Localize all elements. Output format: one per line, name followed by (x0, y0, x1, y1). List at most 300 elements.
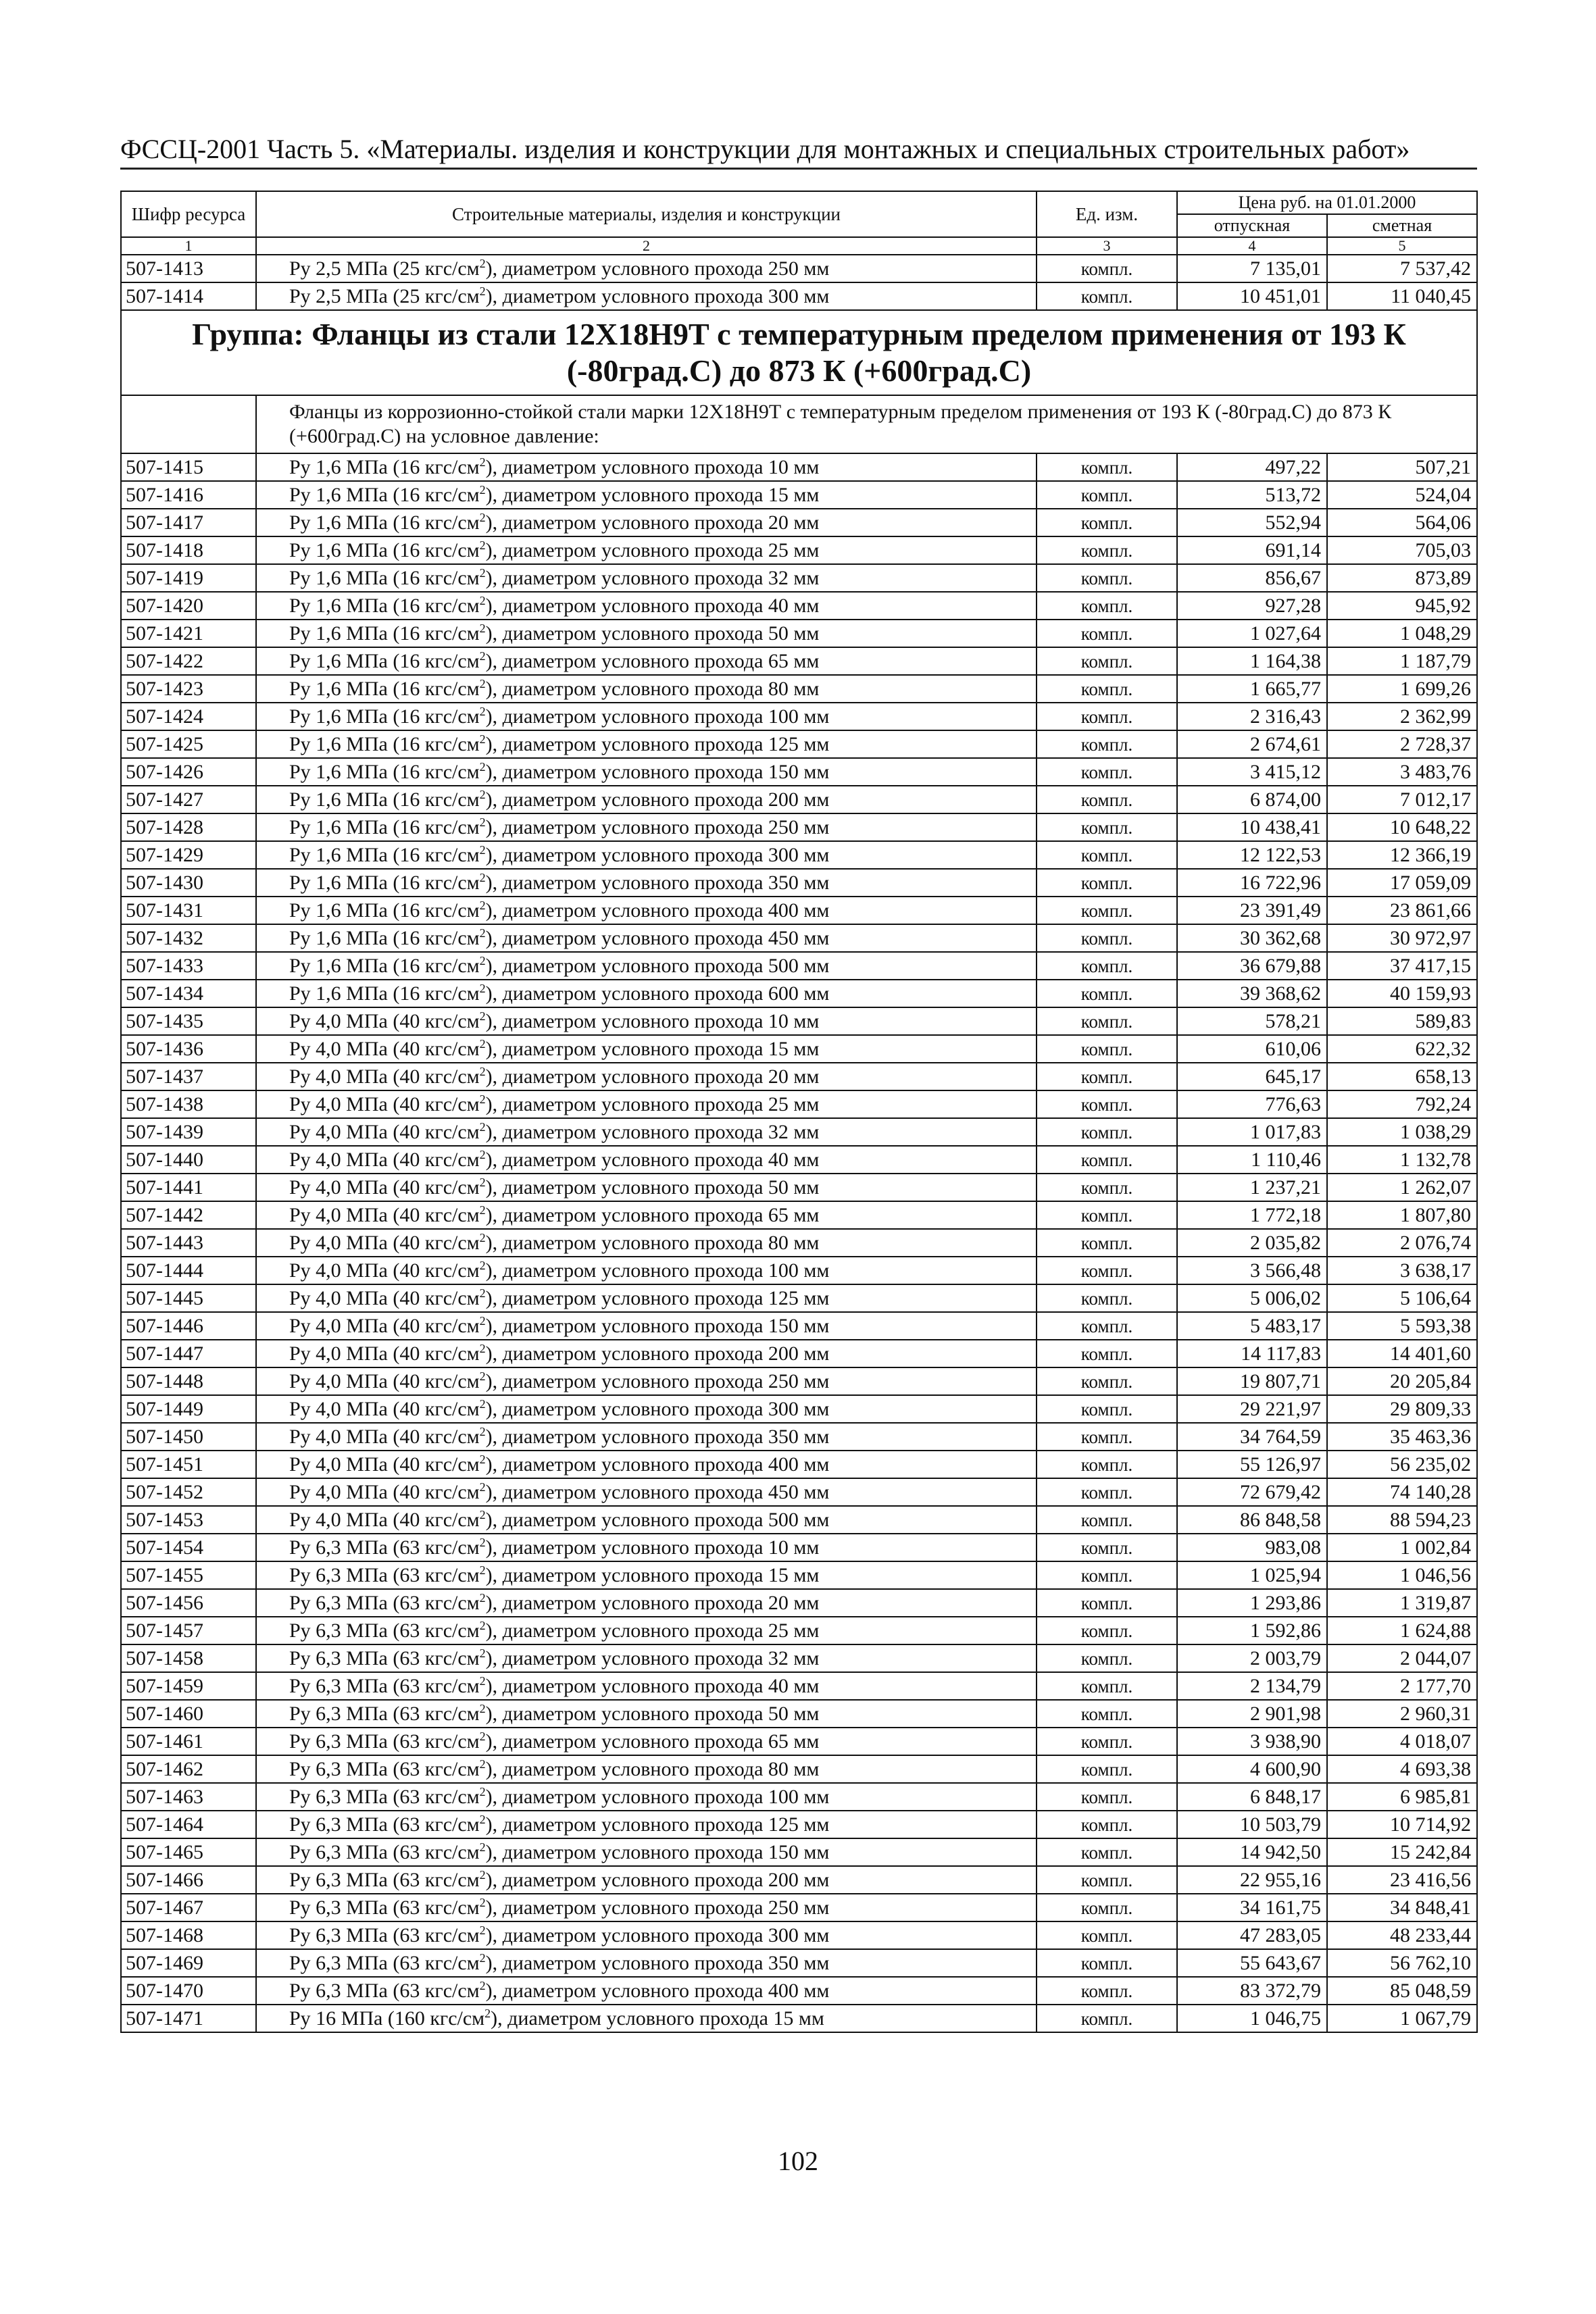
material-name (256, 1451, 1037, 1478)
release-price: 2 316,43 (1177, 703, 1327, 730)
material-name (256, 453, 1037, 481)
material-name-part: ), диаметром условного прохода 32 мм (485, 1646, 820, 1669)
material-name-part: ), диаметром условного прохода 25 мм (485, 1619, 820, 1642)
resource-code: 507-1444 (121, 1257, 256, 1284)
material-name-part: ), диаметром условного прохода 350 мм (485, 871, 830, 894)
resource-code: 507-1454 (121, 1534, 256, 1561)
release-price: 2 901,98 (1177, 1700, 1327, 1728)
superscript: 2 (479, 953, 486, 967)
resource-code: 507-1425 (121, 730, 256, 758)
release-price: 3 566,48 (1177, 1257, 1327, 1284)
price-table (120, 191, 1478, 2033)
material-name-part: ), диаметром условного прохода 250 мм (485, 1896, 830, 1919)
material-name-part: Ру 4,0 МПа (40 кгс/см (289, 1231, 480, 1254)
release-price: 610,06 (1177, 1035, 1327, 1063)
material-name-part: Ру 2,5 МПа (25 кгс/см (289, 257, 480, 280)
material-name-part: ), диаметром условного прохода 65 мм (485, 649, 820, 672)
resource-code: 507-1430 (121, 869, 256, 897)
release-price: 776,63 (1177, 1090, 1327, 1118)
estimate-price: 20 205,84 (1327, 1367, 1477, 1395)
superscript: 2 (479, 455, 486, 469)
material-name-part: ), диаметром условного прохода 150 мм (485, 760, 830, 783)
resource-code: 507-1421 (121, 620, 256, 647)
estimate-price: 30 972,97 (1327, 924, 1477, 952)
head-price: Цена руб. на 01.01.2000 (1177, 191, 1477, 214)
resource-code: 507-1461 (121, 1728, 256, 1755)
unit-cell: компл. (1037, 1423, 1177, 1451)
table-row (121, 255, 1477, 282)
resource-code: 507-1434 (121, 980, 256, 1007)
resource-code: 507-1453 (121, 1506, 256, 1534)
superscript: 2 (479, 1701, 486, 1715)
superscript: 2 (479, 842, 486, 857)
release-price: 36 679,88 (1177, 952, 1327, 980)
table-row (121, 1229, 1477, 1257)
superscript: 2 (479, 1341, 486, 1355)
material-name-part: ), диаметром условного прохода 125 мм (485, 1286, 830, 1309)
material-name-part: ), диаметром условного прохода 80 мм (485, 1231, 820, 1254)
resource-code: 507-1429 (121, 841, 256, 869)
release-price: 10 503,79 (1177, 1811, 1327, 1838)
release-price: 10 451,01 (1177, 282, 1327, 310)
resource-code: 507-1447 (121, 1340, 256, 1367)
table-row (121, 786, 1477, 813)
table-row (121, 1146, 1477, 1174)
release-price: 691,14 (1177, 536, 1327, 564)
material-name-part: Ру 4,0 МПа (40 кгс/см (289, 1425, 480, 1448)
material-name-part: ), диаметром условного прохода 50 мм (485, 1176, 820, 1199)
material-name-part: ), диаметром условного прохода 125 мм (485, 1813, 830, 1836)
material-name-part: ), диаметром условного прохода 10 мм (485, 455, 820, 478)
table-row (121, 1118, 1477, 1146)
table-row (121, 1063, 1477, 1090)
unit-cell: компл. (1037, 1090, 1177, 1118)
superscript: 2 (479, 981, 486, 995)
material-name-part: ), диаметром условного прохода 10 мм (485, 1536, 820, 1559)
material-name-part: ), диаметром условного прохода 500 мм (485, 1508, 830, 1531)
material-name-part: Ру 1,6 МПа (16 кгс/см (289, 511, 480, 534)
resource-code: 507-1456 (121, 1589, 256, 1617)
material-name-part: Ру 6,3 МПа (63 кгс/см (289, 1868, 480, 1891)
material-name-part: ), диаметром условного прохода 250 мм (485, 815, 830, 838)
table-row (121, 1312, 1477, 1340)
material-name-part: ), диаметром условного прохода 400 мм (485, 1979, 830, 2002)
superscript: 2 (479, 593, 486, 607)
material-name (256, 1755, 1037, 1783)
material-name (256, 1589, 1037, 1617)
unit-cell: компл. (1037, 980, 1177, 1007)
material-name-part: ), диаметром условного прохода 300 мм (485, 284, 830, 307)
material-name-part: ), диаметром условного прохода 32 мм (485, 1120, 820, 1143)
material-name (256, 1811, 1037, 1838)
table-row (121, 1728, 1477, 1755)
estimate-price: 10 714,92 (1327, 1811, 1477, 1838)
subgroup-description: Фланцы из коррозионно-стойкой стали марки 12Х18Н9Т с температурным пределом применения от 193 К (-80град.С) до 873 К (+600град.С) на условное давление: (256, 395, 1477, 453)
superscript: 2 (479, 759, 486, 774)
table-row (121, 730, 1477, 758)
resource-code: 507-1467 (121, 1894, 256, 1921)
release-price: 34 764,59 (1177, 1423, 1327, 1451)
unit-cell: компл. (1037, 786, 1177, 813)
unit-cell: компл. (1037, 592, 1177, 620)
release-price: 83 372,79 (1177, 1977, 1327, 2005)
superscript: 2 (484, 2006, 491, 2020)
table-row (121, 282, 1477, 310)
release-price: 29 221,97 (1177, 1395, 1327, 1423)
material-name (256, 1672, 1037, 1700)
superscript: 2 (479, 1867, 486, 1882)
table-row (121, 592, 1477, 620)
head-estimate-price: сметная (1327, 214, 1477, 237)
table-row (121, 1367, 1477, 1395)
material-name-part: Ру 6,3 МПа (63 кгс/см (289, 1730, 480, 1753)
material-name (256, 647, 1037, 675)
resource-code: 507-1420 (121, 592, 256, 620)
superscript: 2 (479, 1092, 486, 1106)
material-name (256, 1035, 1037, 1063)
estimate-price: 37 417,15 (1327, 952, 1477, 980)
material-name-part: ), диаметром условного прохода 150 мм (485, 1840, 830, 1863)
release-price: 7 135,01 (1177, 255, 1327, 282)
estimate-price: 88 594,23 (1327, 1506, 1477, 1534)
material-name-part: Ру 6,3 МПа (63 кгс/см (289, 1591, 480, 1614)
material-name-part: ), диаметром условного прохода 150 мм (485, 1314, 830, 1337)
release-price: 55 126,97 (1177, 1451, 1327, 1478)
superscript: 2 (479, 1064, 486, 1078)
release-price: 86 848,58 (1177, 1506, 1327, 1534)
superscript: 2 (479, 1175, 486, 1189)
material-name (256, 841, 1037, 869)
material-name (256, 897, 1037, 924)
table-row (121, 1838, 1477, 1866)
material-name-part: ), диаметром условного прохода 80 мм (485, 1757, 820, 1780)
table-row (121, 1894, 1477, 1921)
unit-cell: компл. (1037, 675, 1177, 703)
resource-code: 507-1466 (121, 1866, 256, 1894)
table-row (121, 453, 1477, 481)
material-name-part: ), диаметром условного прохода 15 мм (485, 1563, 820, 1586)
release-price: 19 807,71 (1177, 1367, 1327, 1395)
superscript: 2 (479, 482, 486, 497)
table-row (121, 1174, 1477, 1201)
head-name: Строительные материалы, изделия и конструкции (256, 191, 1037, 237)
material-name-part: ), диаметром условного прохода 100 мм (485, 1785, 830, 1808)
estimate-price: 5 106,64 (1327, 1284, 1477, 1312)
unit-cell: компл. (1037, 509, 1177, 536)
unit-cell: компл. (1037, 564, 1177, 592)
material-name (256, 1257, 1037, 1284)
material-name (256, 481, 1037, 509)
unit-cell: компл. (1037, 1589, 1177, 1617)
material-name-part: Ру 6,3 МПа (63 кгс/см (289, 1646, 480, 1669)
resource-code: 507-1450 (121, 1423, 256, 1451)
material-name-part: Ру 4,0 МПа (40 кгс/см (289, 1009, 480, 1032)
table-row (121, 1921, 1477, 1949)
superscript: 2 (479, 538, 486, 552)
unit-cell: компл. (1037, 1617, 1177, 1644)
resource-code: 507-1416 (121, 481, 256, 509)
material-name-part: Ру 1,6 МПа (16 кгс/см (289, 788, 480, 811)
resource-code: 507-1448 (121, 1367, 256, 1395)
material-name (256, 952, 1037, 980)
material-name-part: Ру 1,6 МПа (16 кгс/см (289, 982, 480, 1005)
table-row (121, 481, 1477, 509)
table-row (121, 620, 1477, 647)
material-name-part: ), диаметром условного прохода 25 мм (485, 538, 820, 561)
material-name (256, 1146, 1037, 1174)
header-rule (120, 168, 1477, 170)
estimate-price: 2 960,31 (1327, 1700, 1477, 1728)
material-name (256, 1090, 1037, 1118)
table-row (121, 2005, 1477, 2032)
estimate-price: 2 728,37 (1327, 730, 1477, 758)
table-row (121, 1534, 1477, 1561)
material-name (256, 1367, 1037, 1395)
resource-code: 507-1413 (121, 255, 256, 282)
table-row (121, 1755, 1477, 1783)
material-name-part: ), диаметром условного прохода 450 мм (485, 1480, 830, 1503)
material-name-part: ), диаметром условного прохода 350 мм (485, 1425, 830, 1448)
material-name-part: Ру 6,3 МПа (63 кгс/см (289, 1840, 480, 1863)
superscript: 2 (479, 1840, 486, 1854)
table-row (121, 1506, 1477, 1534)
material-name-part: ), диаметром условного прохода 20 мм (485, 1591, 820, 1614)
material-name-part: Ру 16 МПа (160 кгс/см (289, 2007, 485, 2030)
resource-code: 507-1459 (121, 1672, 256, 1700)
estimate-price: 1 067,79 (1327, 2005, 1477, 2032)
release-price: 1 293,86 (1177, 1589, 1327, 1617)
superscript: 2 (479, 704, 486, 718)
unit-cell: компл. (1037, 1838, 1177, 1866)
material-name (256, 1783, 1037, 1811)
material-name-part: Ру 4,0 МПа (40 кгс/см (289, 1314, 480, 1337)
release-price: 10 438,41 (1177, 813, 1327, 841)
resource-code: 507-1465 (121, 1838, 256, 1866)
release-price: 5 483,17 (1177, 1312, 1327, 1340)
superscript: 2 (479, 898, 486, 912)
material-name-part: ), диаметром условного прохода 450 мм (485, 926, 830, 949)
superscript: 2 (479, 1147, 486, 1161)
resource-code: 507-1441 (121, 1174, 256, 1201)
release-price: 3 415,12 (1177, 758, 1327, 786)
unit-cell: компл. (1037, 620, 1177, 647)
superscript: 2 (479, 1978, 486, 1992)
material-name (256, 1949, 1037, 1977)
release-price: 1 164,38 (1177, 647, 1327, 675)
unit-cell: компл. (1037, 1921, 1177, 1949)
material-name-part: Ру 1,6 МПа (16 кгс/см (289, 594, 480, 617)
release-price: 14 942,50 (1177, 1838, 1327, 1866)
material-name (256, 703, 1037, 730)
material-name-part: Ру 4,0 МПа (40 кгс/см (289, 1397, 480, 1420)
material-name-part: ), диаметром условного прохода 300 мм (485, 1397, 830, 1420)
release-price: 34 161,75 (1177, 1894, 1327, 1921)
table-row (121, 1866, 1477, 1894)
estimate-price: 15 242,84 (1327, 1838, 1477, 1866)
estimate-price: 1 319,87 (1327, 1589, 1477, 1617)
resource-code: 507-1439 (121, 1118, 256, 1146)
unit-cell: компл. (1037, 730, 1177, 758)
material-name-part: Ру 4,0 МПа (40 кгс/см (289, 1037, 480, 1060)
material-name-part: Ру 6,3 МПа (63 кгс/см (289, 1563, 480, 1586)
release-price: 578,21 (1177, 1007, 1327, 1035)
superscript: 2 (479, 1230, 486, 1244)
unit-cell: компл. (1037, 282, 1177, 310)
release-price: 47 283,05 (1177, 1921, 1327, 1949)
resource-code: 507-1443 (121, 1229, 256, 1257)
material-name-part: Ру 1,6 МПа (16 кгс/см (289, 705, 480, 728)
material-name-part: Ру 1,6 МПа (16 кгс/см (289, 566, 480, 589)
material-name-part: Ру 1,6 МПа (16 кгс/см (289, 815, 480, 838)
superscript: 2 (479, 621, 486, 635)
estimate-price: 524,04 (1327, 481, 1477, 509)
estimate-price: 564,06 (1327, 509, 1477, 536)
material-name-part: ), диаметром условного прохода 50 мм (485, 622, 820, 645)
superscript: 2 (479, 1951, 486, 1965)
unit-cell: компл. (1037, 1783, 1177, 1811)
material-name-part: ), диаметром условного прохода 40 мм (485, 1148, 820, 1171)
superscript: 2 (479, 870, 486, 884)
release-price: 6 874,00 (1177, 786, 1327, 813)
table-row (121, 1700, 1477, 1728)
material-name (256, 620, 1037, 647)
column-number: 3 (1037, 237, 1177, 255)
material-name-part: ), диаметром условного прохода 20 мм (485, 511, 820, 534)
material-name-part: ), диаметром условного прохода 15 мм (485, 483, 820, 506)
material-name (256, 1728, 1037, 1755)
table-row (121, 1007, 1477, 1035)
table-row (121, 1284, 1477, 1312)
table-row (121, 1811, 1477, 1838)
material-name (256, 592, 1037, 620)
unit-cell: компл. (1037, 1201, 1177, 1229)
material-name-part: Ру 6,3 МПа (63 кгс/см (289, 1951, 480, 1974)
subgroup-code-empty (121, 395, 256, 453)
table-row (121, 1783, 1477, 1811)
material-name (256, 1201, 1037, 1229)
release-price: 1 046,75 (1177, 2005, 1327, 2032)
table-row (121, 536, 1477, 564)
unit-cell: компл. (1037, 1506, 1177, 1534)
estimate-price: 48 233,44 (1327, 1921, 1477, 1949)
table-row (121, 1090, 1477, 1118)
material-name-part: ), диаметром условного прохода 50 мм (485, 1702, 820, 1725)
estimate-price: 6 985,81 (1327, 1783, 1477, 1811)
estimate-price: 792,24 (1327, 1090, 1477, 1118)
estimate-price: 1 132,78 (1327, 1146, 1477, 1174)
table-row (121, 1672, 1477, 1700)
material-name (256, 1866, 1037, 1894)
material-name (256, 509, 1037, 536)
material-name-part: Ру 6,3 МПа (63 кгс/см (289, 1757, 480, 1780)
superscript: 2 (479, 1563, 486, 1577)
superscript: 2 (479, 1036, 486, 1051)
superscript: 2 (479, 649, 486, 663)
unit-cell: компл. (1037, 1894, 1177, 1921)
material-name-part: Ру 4,0 МПа (40 кгс/см (289, 1369, 480, 1392)
estimate-price: 34 848,41 (1327, 1894, 1477, 1921)
material-name-part: ), диаметром условного прохода 250 мм (485, 257, 830, 280)
estimate-price: 589,83 (1327, 1007, 1477, 1035)
resource-code: 507-1433 (121, 952, 256, 980)
unit-cell: компл. (1037, 255, 1177, 282)
unit-cell: компл. (1037, 869, 1177, 897)
release-price: 552,94 (1177, 509, 1327, 536)
superscript: 2 (479, 565, 486, 580)
material-name-part: Ру 6,3 МПа (63 кгс/см (289, 1785, 480, 1808)
material-name (256, 1506, 1037, 1534)
release-price: 497,22 (1177, 453, 1327, 481)
unit-cell: компл. (1037, 1534, 1177, 1561)
release-price: 6 848,17 (1177, 1783, 1327, 1811)
estimate-price: 4 018,07 (1327, 1728, 1477, 1755)
table-row (121, 813, 1477, 841)
release-price: 983,08 (1177, 1534, 1327, 1561)
material-name (256, 869, 1037, 897)
unit-cell: компл. (1037, 1451, 1177, 1478)
resource-code: 507-1445 (121, 1284, 256, 1312)
material-name-part: Ру 4,0 МПа (40 кгс/см (289, 1508, 480, 1531)
table-row (121, 869, 1477, 897)
resource-code: 507-1446 (121, 1312, 256, 1340)
material-name-part: ), диаметром условного прохода 250 мм (485, 1369, 830, 1392)
estimate-price: 945,92 (1327, 592, 1477, 620)
resource-code: 507-1436 (121, 1035, 256, 1063)
unit-cell: компл. (1037, 1977, 1177, 2005)
resource-code: 507-1427 (121, 786, 256, 813)
material-name (256, 1838, 1037, 1866)
material-name (256, 813, 1037, 841)
estimate-price: 1 699,26 (1327, 675, 1477, 703)
material-name-part: Ру 1,6 МПа (16 кгс/см (289, 760, 480, 783)
unit-cell: компл. (1037, 2005, 1177, 2032)
material-name (256, 1174, 1037, 1201)
superscript: 2 (479, 1452, 486, 1466)
resource-code: 507-1463 (121, 1783, 256, 1811)
unit-cell: компл. (1037, 1035, 1177, 1063)
unit-cell: компл. (1037, 1284, 1177, 1312)
material-name (256, 1229, 1037, 1257)
unit-cell: компл. (1037, 1478, 1177, 1506)
unit-cell: компл. (1037, 758, 1177, 786)
material-name-part: Ру 1,6 МПа (16 кгс/см (289, 483, 480, 506)
release-price: 39 368,62 (1177, 980, 1327, 1007)
material-name-part: Ру 1,6 МПа (16 кгс/см (289, 455, 480, 478)
release-price: 1 025,94 (1177, 1561, 1327, 1589)
material-name-part: Ру 1,6 МПа (16 кгс/см (289, 954, 480, 977)
material-name-part: ), диаметром условного прохода 15 мм (485, 1037, 820, 1060)
material-name-part: Ру 4,0 МПа (40 кгс/см (289, 1203, 480, 1226)
estimate-price: 23 416,56 (1327, 1866, 1477, 1894)
column-number: 1 (121, 237, 256, 255)
unit-cell: компл. (1037, 1174, 1177, 1201)
unit-cell: компл. (1037, 1561, 1177, 1589)
superscript: 2 (479, 787, 486, 801)
head-release-price: отпускная (1177, 214, 1327, 237)
unit-cell: компл. (1037, 1672, 1177, 1700)
page-header: ФССЦ-2001 Часть 5. «Материалы. изделия и конструкции для монтажных и специальных строительных работ» (120, 134, 1410, 164)
material-name-part: ), диаметром условного прохода 40 мм (485, 1674, 820, 1697)
material-name (256, 1700, 1037, 1728)
resource-code: 507-1418 (121, 536, 256, 564)
release-price: 14 117,83 (1177, 1340, 1327, 1367)
estimate-price: 3 483,76 (1327, 758, 1477, 786)
superscript: 2 (479, 1397, 486, 1411)
material-name-part: ), диаметром условного прохода 125 мм (485, 732, 830, 755)
material-name (256, 564, 1037, 592)
unit-cell: компл. (1037, 1644, 1177, 1672)
table-row (121, 564, 1477, 592)
